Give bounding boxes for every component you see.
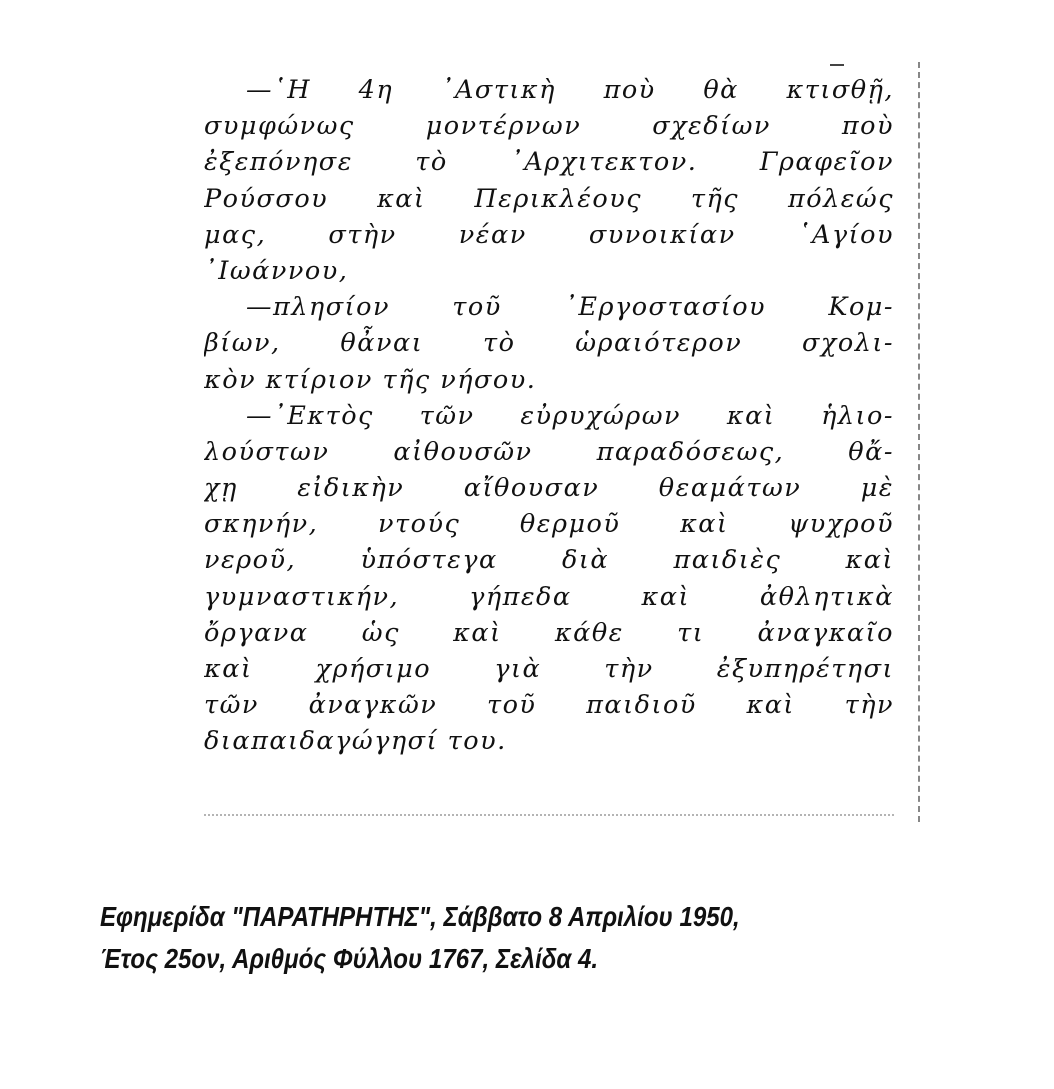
article-line: ἐξεπόνησε τὸ ᾿Αρχιτεκτον. Γραφεῖον — [204, 147, 894, 178]
newspaper-clipping — [190, 62, 930, 822]
article-line: νεροῦ, ὑπόστεγα διὰ παιδιὲς καὶ — [204, 545, 894, 576]
print-mark — [830, 64, 844, 66]
article-text — [204, 72, 894, 760]
article-line: συμφώνως μοντέρνων σχεδίων ποὺ — [204, 111, 894, 142]
source-caption — [100, 896, 874, 980]
article-line: —῾Η 4η ᾿Αστικὴ ποὺ θὰ κτισθῇ, — [246, 75, 894, 105]
article-line: —᾿Εκτὸς τῶν εὐρυχώρων καὶ ἡλιο- — [246, 400, 894, 431]
article-line: ὄργανα ὡς καὶ κάθε τι ἀναγκαῖο — [204, 617, 894, 648]
article-line: βίων, θἆναι τὸ ὡραιότερον σχολι- — [204, 328, 894, 359]
article-line: ᾿Ιωάννου, — [204, 255, 349, 286]
clipping-edge — [204, 814, 894, 816]
article-line: διαπαιδαγώγησί του. — [204, 726, 507, 757]
caption-line: Έτος 25ον, Αριθμός Φύλλου 1767, Σελίδα 4. — [100, 943, 599, 974]
article-line: γυμναστικήν, γήπεδα καὶ ἀθλητικὰ — [204, 581, 894, 612]
article-line: τῶν ἀναγκῶν τοῦ παιδιοῦ καὶ τὴν — [204, 690, 894, 721]
column-rule — [918, 62, 920, 822]
article-line: Ρούσσου καὶ Περικλέους τῆς πόλεώς — [204, 183, 894, 214]
article-line: μας, στὴν νέαν συνοικίαν ῾Αγίου — [204, 219, 894, 250]
article-line: κὸν κτίριον τῆς νήσου. — [204, 364, 537, 395]
article-line: σκηνήν, ντούς θερμοῦ καὶ ψυχροῦ — [204, 509, 894, 540]
article-line: λούστων αἰθουσῶν παραδόσεως, θἄ- — [204, 436, 894, 467]
article-line: καὶ χρήσιμο γιὰ τὴν ἐξυπηρέτησι — [204, 654, 894, 684]
caption-line: Εφημερίδα "ΠΑΡΑΤΗΡΗΤΗΣ", Σάββατο 8 Απριλίου 1950, — [100, 901, 740, 932]
article-line: —πλησίον τοῦ ᾿Εργοστασίου Κομ- — [246, 292, 894, 323]
article-line: χῃ εἰδικὴν αἴθουσαν θεαμάτων μὲ — [204, 473, 894, 504]
